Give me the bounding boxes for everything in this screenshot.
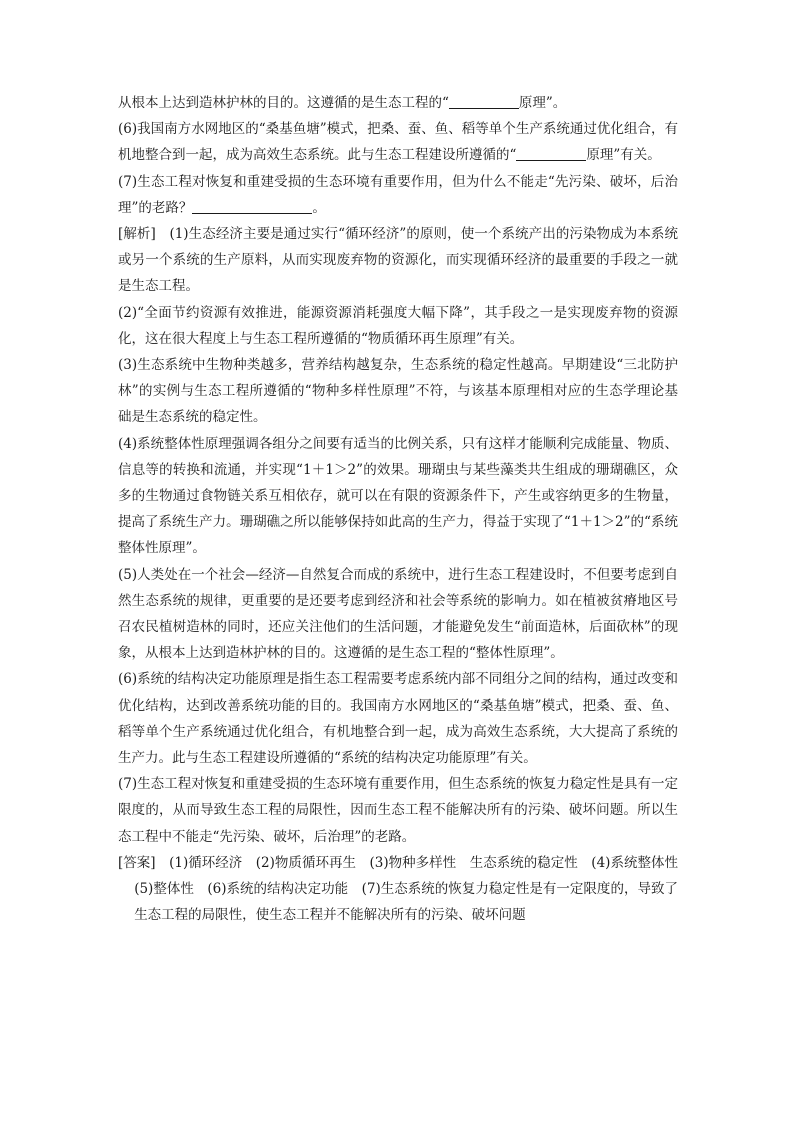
document-page <box>118 90 692 929</box>
answer-blank-6[interactable] <box>516 146 586 161</box>
answer-blank-5[interactable] <box>449 94 519 109</box>
question-7-end: 。 <box>312 199 326 216</box>
analysis-paragraph-3: (3)生态系统中生物种类越多，营养结构越复杂，生态系统的稳定性越高。早期建设“三北防护林”的实例与生态工程所遵循的“物种多样性原理”不符，与该基本原理相对应的生态学理论基础是生态系统的稳定性。 <box>118 357 678 426</box>
question-6-text: (6)我国南方水网地区的“桑基鱼塘”模式，把桑、蚕、鱼、稻等单个生产系统通过优化组合，有机地整合到一起，成为高效生态系统。此与生态工程建设所遵循的“ <box>118 121 678 164</box>
question-7-text: (7)生态工程对恢复和重建受损的生态环境有重要作用，但为什么不能走“先污染、破坏，后治理”的老路？ <box>118 173 678 216</box>
question-7 <box>118 169 678 221</box>
analysis-paragraph-6: (6)系统的结构决定功能原理是指生态工程需要考虑系统内部不同组分之间的结构，通过改变和优化结构，达到改善系统功能的目的。我国南方水网地区的“桑基鱼塘”模式，把桑、蚕、鱼、稻等单个生产系统通过优化组合，有机地整合到一起，成为高效生态系统，大大提高了系统的生产力。此与生态工程建设所遵循的“系统的结构决定功能原理”有关。 <box>118 671 678 767</box>
analysis-paragraph-4: (4)系统整体性原理强调各组分之间要有适当的比例关系，只有这样才能顺利完成能量、物质、信息等的转换和流通，并实现“1＋1＞2”的效果。珊瑚虫与某些藻类共生组成的珊瑚礁区，众多的生物通过食物链关系互相依存，就可以在有限的资源条件下，产生或容纳更多的生物量，提高了系统生产力。珊瑚礁之所以能够保持如此高的生产力，得益于实现了“1＋1＞2”的“系统整体性原理”。 <box>118 435 678 557</box>
question-6 <box>118 116 678 168</box>
analysis-paragraph-7: (7)生态工程对恢复和重建受损的生态环境有重要作用，但生态系统的恢复力稳定性是具有一定限度的，从而导致生态工程的局限性，因而生态工程不能解决所有的污染、破坏问题。所以生态工程中不能走“先污染、破坏，后治理”的老路。 <box>118 776 678 845</box>
analysis-paragraph-2: (2)“全面节约资源有效推进，能源资源消耗强度大幅下降”，其手段之一是实现废弃物的资源化，这在很大程度上与生态工程所遵循的“物质循环再生原理”有关。 <box>118 304 678 347</box>
question-6-end: 原理”有关。 <box>586 147 661 164</box>
question-5-tail <box>118 90 678 116</box>
answer-paragraph: [答案] (1)循环经济 (2)物质循环再生 (3)物种多样性 生态系统的稳定性 (4)系统整体性 (5)整体性 (6)系统的结构决定功能 (7)生态系统的恢复力稳定性是有一定限度的，导致了生态工程的局限性，使生态工程并不能解决所有的污染、破坏问题 <box>118 854 692 924</box>
analysis-paragraph-1: [解析] (1)生态经济主要是通过实行“循环经济”的原则，使一个系统产出的污染物成为本系统或另一个系统的生产原料，从而实现废弃物的资源化，而实现循环经济的最重要的手段之一就是生态工程。 <box>118 226 678 295</box>
answer-blank-7[interactable] <box>192 199 312 214</box>
analysis-paragraph-5: (5)人类处在一个社会—经济—自然复合而成的系统中，进行生态工程建设时，不但要考虑到自然生态系统的规律，更重要的是还要考虑到经济和社会等系统的影响力。如在植被贫瘠地区号召农民植树造林的同时，还应关注他们的生活问题，才能避免发生“前面造林，后面砍林”的现象，从根本上达到造林护林的目的。这遵循的是生态工程的“整体性原理”。 <box>118 566 678 662</box>
question-5-tail-end: 原理”。 <box>518 95 567 111</box>
question-5-tail-text: 从根本上达到造林护林的目的。这遵循的是生态工程的“ <box>118 95 449 111</box>
